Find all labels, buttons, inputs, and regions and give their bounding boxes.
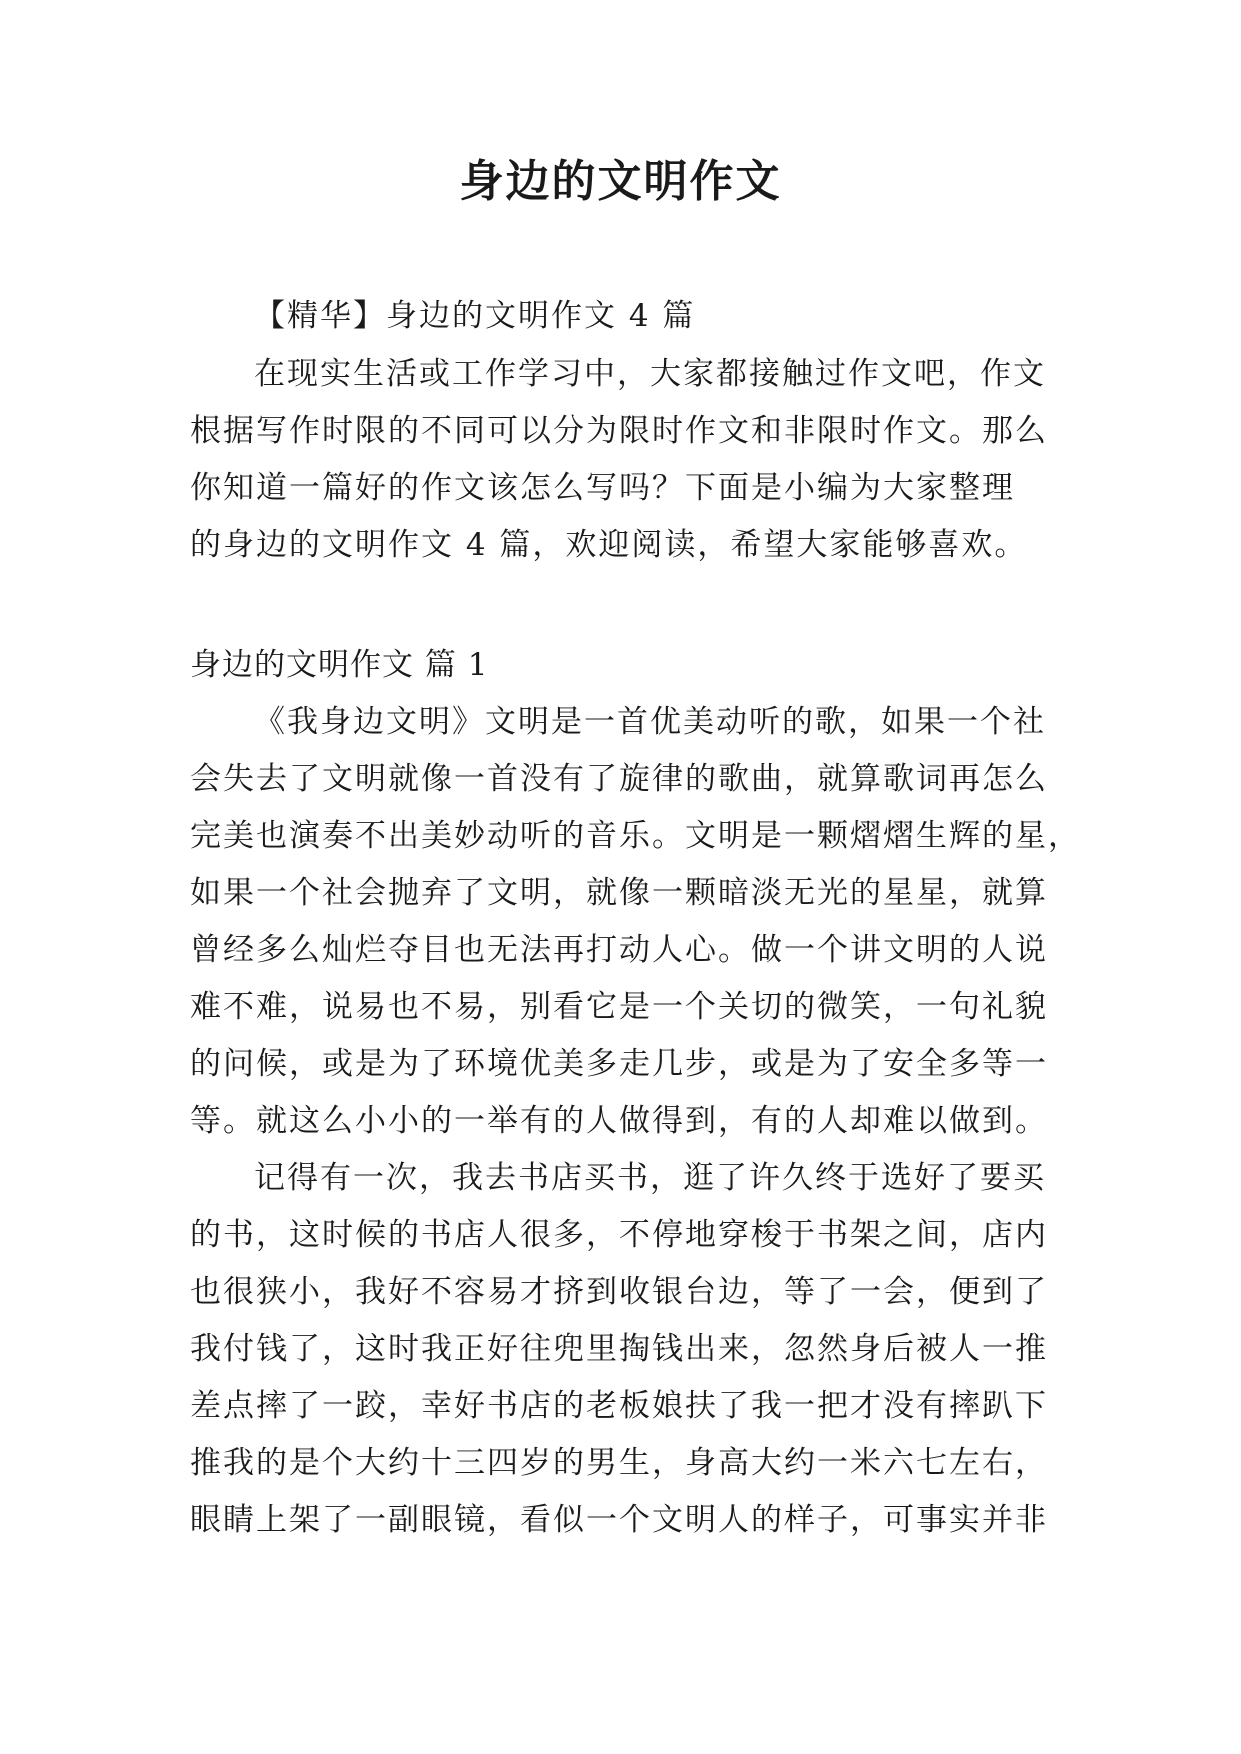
paragraph-line: 如果一个社会抛弃了文明，就像一颗暗淡无光的星星，就算 (190, 875, 1048, 911)
document-title: 身边的文明作文 (459, 156, 782, 207)
paragraph-line: 会失去了文明就像一首没有了旋律的歌曲，就算歌词再怎么 (190, 761, 1048, 797)
paragraph-line: 差点摔了一跤，幸好书店的老板娘扶了我一把才没有摔趴下 (190, 1388, 1048, 1424)
paragraph-line: 《我身边文明》文明是一首优美动听的歌，如果一个社 (254, 704, 1046, 740)
paragraph-line: 曾经多么灿烂夺目也无法再打动人心。做一个讲文明的人说 (190, 932, 1048, 968)
intro-line: 的身边的文明作文 4 篇，欢迎阅读，希望大家能够喜欢。 (190, 527, 1028, 563)
section-heading: 身边的文明作文 篇 1 (190, 647, 489, 683)
intro-line: 根据写作时限的不同可以分为限时作文和非限时作文。那么 (190, 413, 1048, 449)
intro-line: 你知道一篇好的作文该怎么写吗？下面是小编为大家整理 (190, 470, 1015, 506)
paragraph-line: 眼睛上架了一副眼镜，看似一个文明人的样子，可事实并非 (190, 1502, 1048, 1538)
paragraph-line: 完美也演奏不出美妙动听的音乐。文明是一颗熠熠生辉的星， (190, 818, 1081, 854)
document-subtitle: 【精华】身边的文明作文 4 篇 (254, 298, 696, 334)
section-paragraph-2 (190, 1150, 1052, 1549)
paragraph-line: 我付钱了，这时我正好往兜里掏钱出来，忽然身后被人一推 (190, 1331, 1048, 1367)
paragraph-line: 推我的是个大约十三四岁的男生，身高大约一米六七左右， (190, 1445, 1048, 1481)
intro-line: 在现实生活或工作学习中，大家都接触过作文吧，作文 (254, 356, 1046, 392)
paragraph-line: 也很狭小，我好不容易才挤到收银台边，等了一会，便到了 (190, 1274, 1048, 1310)
paragraph-line: 的问候，或是为了环境优美多走几步，或是为了安全多等一 (190, 1046, 1048, 1082)
paragraph-line: 记得有一次，我去书店买书，逛了许久终于选好了要买 (254, 1160, 1046, 1196)
section-paragraph-1 (190, 694, 1081, 1150)
paragraph-line: 难不难，说易也不易，别看它是一个关切的微笑，一句礼貌 (190, 989, 1048, 1025)
paragraph-line: 的书，这时候的书店人很多，不停地穿梭于书架之间，店内 (190, 1217, 1048, 1253)
intro-paragraph (190, 346, 1052, 574)
paragraph-line: 等。就这么小小的一举有的人做得到，有的人却难以做到。 (190, 1103, 1048, 1139)
